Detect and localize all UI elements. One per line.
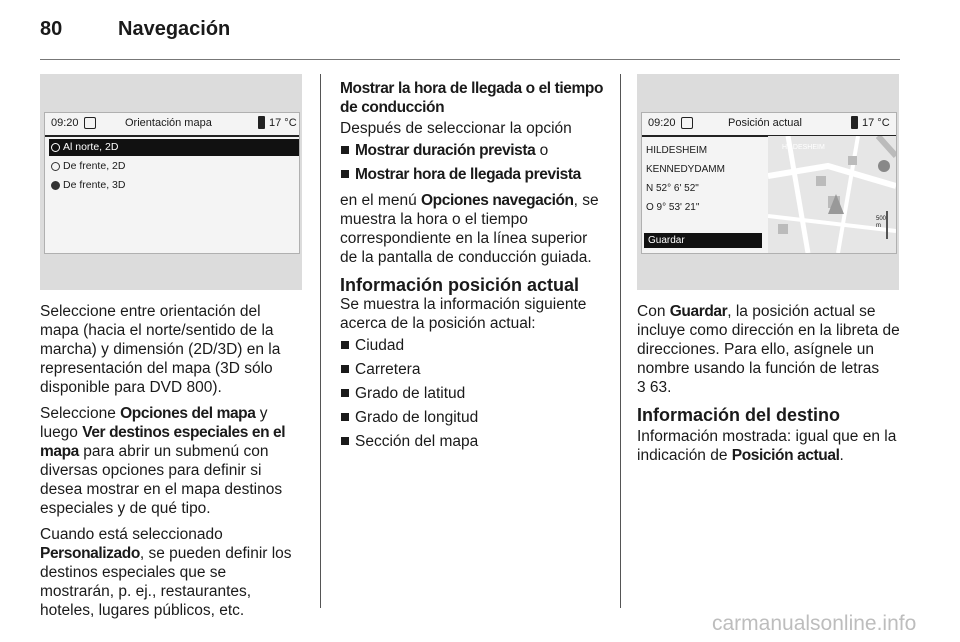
column-divider-1 — [320, 74, 321, 608]
list-item: Sección del mapa — [340, 432, 605, 451]
map-scale: 500 m — [876, 216, 887, 229]
section-heading: Información posición actual — [340, 275, 580, 295]
list-item: Mostrar duración prevista o — [340, 141, 605, 160]
clock-icon — [84, 117, 96, 129]
radio-filled-icon — [51, 181, 60, 190]
page-reference[interactable]: 3 63. — [637, 379, 672, 396]
list-item: Carretera — [340, 360, 605, 379]
screen-title: Orientación mapa — [125, 117, 212, 129]
screen-temperature: 17 °C — [862, 117, 890, 129]
screen-current-position — [641, 112, 897, 254]
screen-title-bar — [642, 113, 896, 137]
figure-map-orientation — [40, 74, 302, 290]
phone-icon — [851, 116, 858, 129]
info-list — [340, 336, 605, 451]
screen-time: 09:20 — [51, 117, 79, 129]
option-front-2d[interactable]: De frente, 2D — [49, 158, 299, 175]
phone-icon — [258, 116, 265, 129]
map-section[interactable] — [768, 136, 896, 253]
longitude-value: O 9° 53' 21" — [646, 202, 700, 213]
city-value: HILDESHEIM — [646, 145, 708, 156]
option-front-3d[interactable]: De frente, 3D — [49, 177, 299, 194]
paragraph: Después de seleccionar la opción — [340, 120, 572, 137]
screen-title-bar — [45, 113, 299, 137]
list-item: Ciudad — [340, 336, 605, 355]
paragraph: Seleccione Opciones del mapa y luego Ver destinos especiales en el mapa para abrir un submenú con diversas opciones para definir si desea mostrar en el mapa destinos especiales y de qué tipo. — [40, 405, 286, 517]
paragraph: Cuando está seleccionado Personalizado, se pueden definir los destinos especiales que se mostrarán, p. ej., restaurantes, hoteles, lugares públicos, etc. — [40, 526, 292, 619]
chapter-title: Navegación — [118, 18, 231, 40]
column-3-text — [637, 302, 902, 472]
list-item: Mostrar hora de llegada prevista — [340, 165, 605, 184]
screen-map-orientation — [44, 112, 300, 254]
latitude-value: N 52° 6' 52" — [646, 183, 699, 194]
watermark: carmanualsonline.info — [712, 612, 917, 635]
header-rule — [40, 59, 900, 60]
radio-icon — [51, 162, 60, 171]
paragraph: Información mostrada: igual que en la indicación de Posición actual. — [637, 428, 897, 464]
save-button[interactable]: Guardar — [644, 233, 762, 248]
paragraph: Se muestra la información siguiente acerca de la posición actual: — [340, 296, 587, 332]
option-list — [340, 141, 605, 184]
position-info — [646, 141, 725, 217]
paragraph: Seleccione entre orientación del mapa (hacia el norte/sentido de la marcha) y dimensión (2D/3D) en la representación del mapa (3D sólo disponible para DVD 800). — [40, 303, 281, 396]
page-header — [40, 14, 920, 54]
paragraph: en el menú Opciones navegación, se muestra la hora o el tiempo correspondiente en la línea superior de la pantalla de conducción guiada. — [340, 192, 599, 266]
screen-title: Posición actual — [728, 117, 802, 129]
column-2 — [340, 79, 605, 458]
screen-time: 09:20 — [648, 117, 676, 129]
map-graphic — [768, 136, 896, 253]
paragraph: Con Guardar, la posición actual se incluye como dirección en la libreta de direcciones. Para ello, asígnele un nombre usando la función de letras 3 63. — [637, 303, 900, 396]
column-divider-2 — [620, 74, 621, 608]
option-north-2d[interactable]: Al norte, 2D — [49, 139, 299, 156]
list-item: Grado de longitud — [340, 408, 605, 427]
subheading: Mostrar la hora de llegada o el tiempo de conducción — [340, 80, 604, 116]
section-heading: Información del destino — [637, 405, 841, 425]
list-item: Grado de latitud — [340, 384, 605, 403]
page-number: 80 — [40, 18, 63, 40]
figure-current-position — [637, 74, 899, 290]
column-1-text — [40, 302, 302, 627]
clock-icon — [681, 117, 693, 129]
screen-temperature: 17 °C — [269, 117, 297, 129]
map-city-label: HILDESHEIM — [782, 144, 825, 151]
radio-icon — [51, 143, 60, 152]
street-value: KENNEDYDAMM — [646, 164, 725, 175]
